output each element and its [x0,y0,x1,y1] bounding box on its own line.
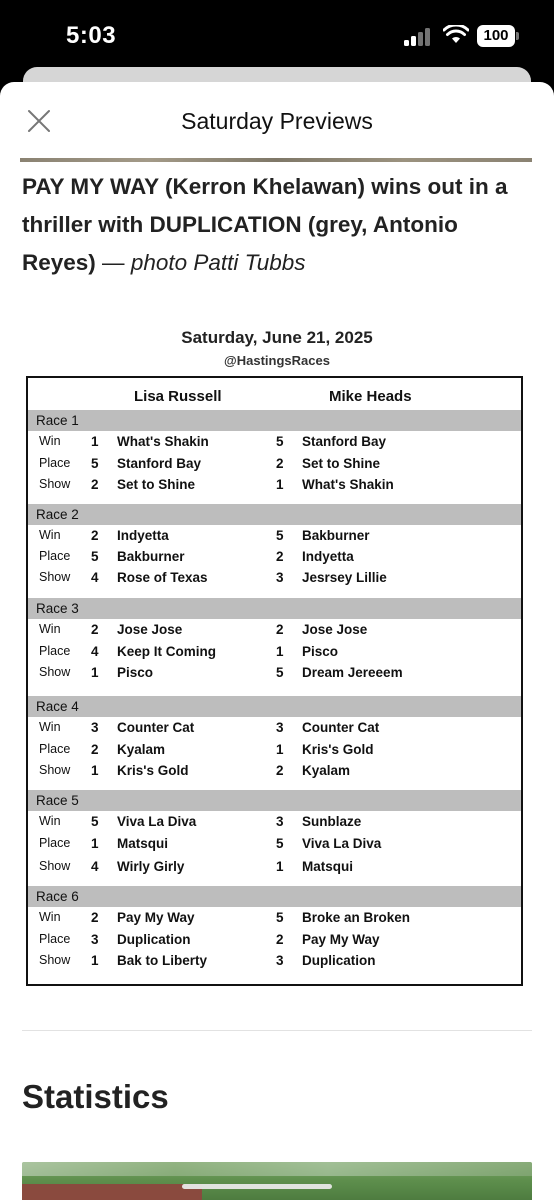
pick-position: Show [39,859,71,873]
pick-row [28,619,521,641]
race-header: Race 1 [28,410,521,431]
graphic-handle: @HastingsRaces [224,353,330,368]
pick-position: Show [39,665,71,679]
pick-position: Show [39,477,71,491]
pick-number-mike: 3 [276,570,284,585]
pick-horse-lisa: Viva La Diva [117,814,197,829]
pick-horse-mike: Jose Jose [302,622,368,637]
pick-horse-lisa: Set to Shine [117,477,196,492]
pick-position: Place [39,549,71,563]
pick-row [28,950,521,971]
pick-horse-mike: Matsqui [302,859,354,874]
race-block [28,598,521,683]
pick-horse-lisa: Stanford Bay [117,456,202,471]
photo-caption [22,168,532,282]
pick-number-mike: 1 [276,644,284,659]
pick-position: Show [39,570,71,584]
pick-horse-lisa: Matsqui [117,836,169,851]
pick-horse-mike: Pisco [302,644,339,659]
pick-horse-lisa: Rose of Texas [117,570,208,585]
status-time: 5:03 [66,22,117,49]
pick-number-lisa: 5 [91,456,99,471]
pick-position: Show [39,763,71,777]
pick-row [28,929,521,950]
pick-number-lisa: 3 [91,932,99,947]
pick-row [28,662,521,683]
caption-separator: — [95,250,131,275]
pick-horse-lisa: What's Shakin [117,434,209,449]
pick-number-mike: 1 [276,477,284,492]
race-block [28,886,521,971]
race-block [28,504,521,588]
pick-number-lisa: 1 [91,763,99,778]
pick-number-lisa: 2 [91,622,99,637]
pick-row [28,760,521,781]
pick-row [28,567,521,588]
pick-number-mike: 2 [276,549,284,564]
pick-number-lisa: 3 [91,720,99,735]
pick-horse-lisa: Wirly Girly [117,859,185,874]
pick-number-lisa: 4 [91,644,99,659]
pick-row [28,474,521,495]
pick-row [28,431,521,453]
pick-horse-lisa: Indyetta [117,528,169,543]
caption-text: PAY MY WAY (Kerron Khelawan) wins out in a thriller with DUPLICATION (grey, Antonio Reyes) [22,174,508,275]
section-divider [22,1030,532,1031]
pick-horse-mike: Pay My Way [302,932,380,947]
pick-position: Win [39,814,61,828]
pick-horse-mike: What's Shakin [302,477,394,492]
pick-horse-mike: Bakburner [302,528,370,543]
race-block [28,790,521,878]
pick-horse-lisa: Kyalam [117,742,166,757]
wifi-icon [443,25,469,45]
race-header: Race 3 [28,598,521,619]
pick-horse-lisa: Pay My Way [117,910,195,925]
pick-horse-mike: Sunblaze [302,814,362,829]
pick-horse-mike: Jesrsey Lillie [302,570,387,585]
pick-row [28,717,521,739]
pick-number-lisa: 2 [91,910,99,925]
page-title: Saturday Previews [181,108,373,134]
pick-horse-lisa: Bak to Liberty [117,953,208,968]
pick-row [28,811,521,833]
pick-horse-mike: Dream Jereeem [302,665,403,680]
pick-horse-mike: Broke an Broken [302,910,411,925]
pick-number-mike: 3 [276,814,284,829]
sheet-header [0,82,554,160]
race-header: Race 2 [28,504,521,525]
pick-number-mike: 2 [276,763,284,778]
pick-number-mike: 5 [276,836,284,851]
race-header: Race 4 [28,696,521,717]
pick-horse-mike: Indyetta [302,549,354,564]
pick-number-lisa: 1 [91,953,99,968]
pick-position: Place [39,836,71,850]
home-indicator[interactable] [182,1184,332,1189]
pick-number-mike: 2 [276,932,284,947]
pick-horse-mike: Set to Shine [302,456,381,471]
pick-number-mike: 5 [276,528,284,543]
pick-row [28,833,521,856]
pick-horse-lisa: Jose Jose [117,622,183,637]
pick-number-lisa: 1 [91,665,99,680]
pick-row [28,641,521,662]
article-sheet [0,82,554,1200]
pick-horse-mike: Stanford Bay [302,434,387,449]
pick-number-mike: 1 [276,859,284,874]
pick-position: Place [39,456,71,470]
pick-number-lisa: 5 [91,549,99,564]
race-header: Race 6 [28,886,521,907]
pick-horse-lisa: Pisco [117,665,154,680]
pick-row [28,525,521,546]
statistics-photo [22,1162,532,1200]
pick-position: Place [39,644,71,658]
pick-number-lisa: 1 [91,836,99,851]
handicapper-lisa-russell: Lisa Russell [134,388,222,405]
pick-horse-lisa: Duplication [117,932,191,947]
pick-horse-mike: Kris's Gold [302,742,374,757]
pick-number-mike: 3 [276,720,284,735]
pick-row [28,856,521,878]
pick-horse-lisa: Counter Cat [117,720,195,735]
cellular-signal-icon [404,28,434,46]
pick-position: Win [39,434,61,448]
pick-row [28,739,521,760]
pick-position: Win [39,528,61,542]
pick-number-lisa: 1 [91,434,99,449]
statistics-heading: Statistics [22,1078,169,1115]
pick-number-lisa: 2 [91,528,99,543]
pick-horse-mike: Duplication [302,953,376,968]
pick-number-lisa: 4 [91,859,99,874]
race-header: Race 5 [28,790,521,811]
pick-position: Win [39,622,61,636]
battery-tip [516,32,519,40]
race-block [28,696,521,781]
battery-icon: 100 [477,25,515,47]
pick-row [28,453,521,474]
pick-number-lisa: 5 [91,814,99,829]
pick-horse-mike: Counter Cat [302,720,380,735]
pick-number-mike: 5 [276,910,284,925]
pick-number-lisa: 4 [91,570,99,585]
status-bar [0,0,554,70]
pick-position: Win [39,720,61,734]
pick-position: Place [39,932,71,946]
pick-number-lisa: 2 [91,477,99,492]
pick-row [28,546,521,567]
pick-number-mike: 2 [276,456,284,471]
race-block [28,410,521,495]
pick-horse-mike: Kyalam [302,763,351,778]
pick-horse-mike: Viva La Diva [302,836,382,851]
pick-position: Win [39,910,61,924]
pick-position: Show [39,953,71,967]
pick-number-mike: 2 [276,622,284,637]
pick-position: Place [39,742,71,756]
pick-horse-lisa: Keep It Coming [117,644,217,659]
pick-number-lisa: 2 [91,742,99,757]
article-photo-bottom-edge [20,158,532,162]
handicapper-mike-heads: Mike Heads [329,388,412,405]
pick-number-mike: 5 [276,665,284,680]
picks-table [26,376,523,986]
graphic-date: Saturday, June 21, 2025 [181,328,373,347]
photo-credit: photo Patti Tubbs [130,250,306,275]
pick-horse-lisa: Bakburner [117,549,185,564]
pick-number-mike: 5 [276,434,284,449]
pick-row [28,907,521,929]
pick-horse-lisa: Kris's Gold [117,763,189,778]
pick-number-mike: 1 [276,742,284,757]
pick-number-mike: 3 [276,953,284,968]
